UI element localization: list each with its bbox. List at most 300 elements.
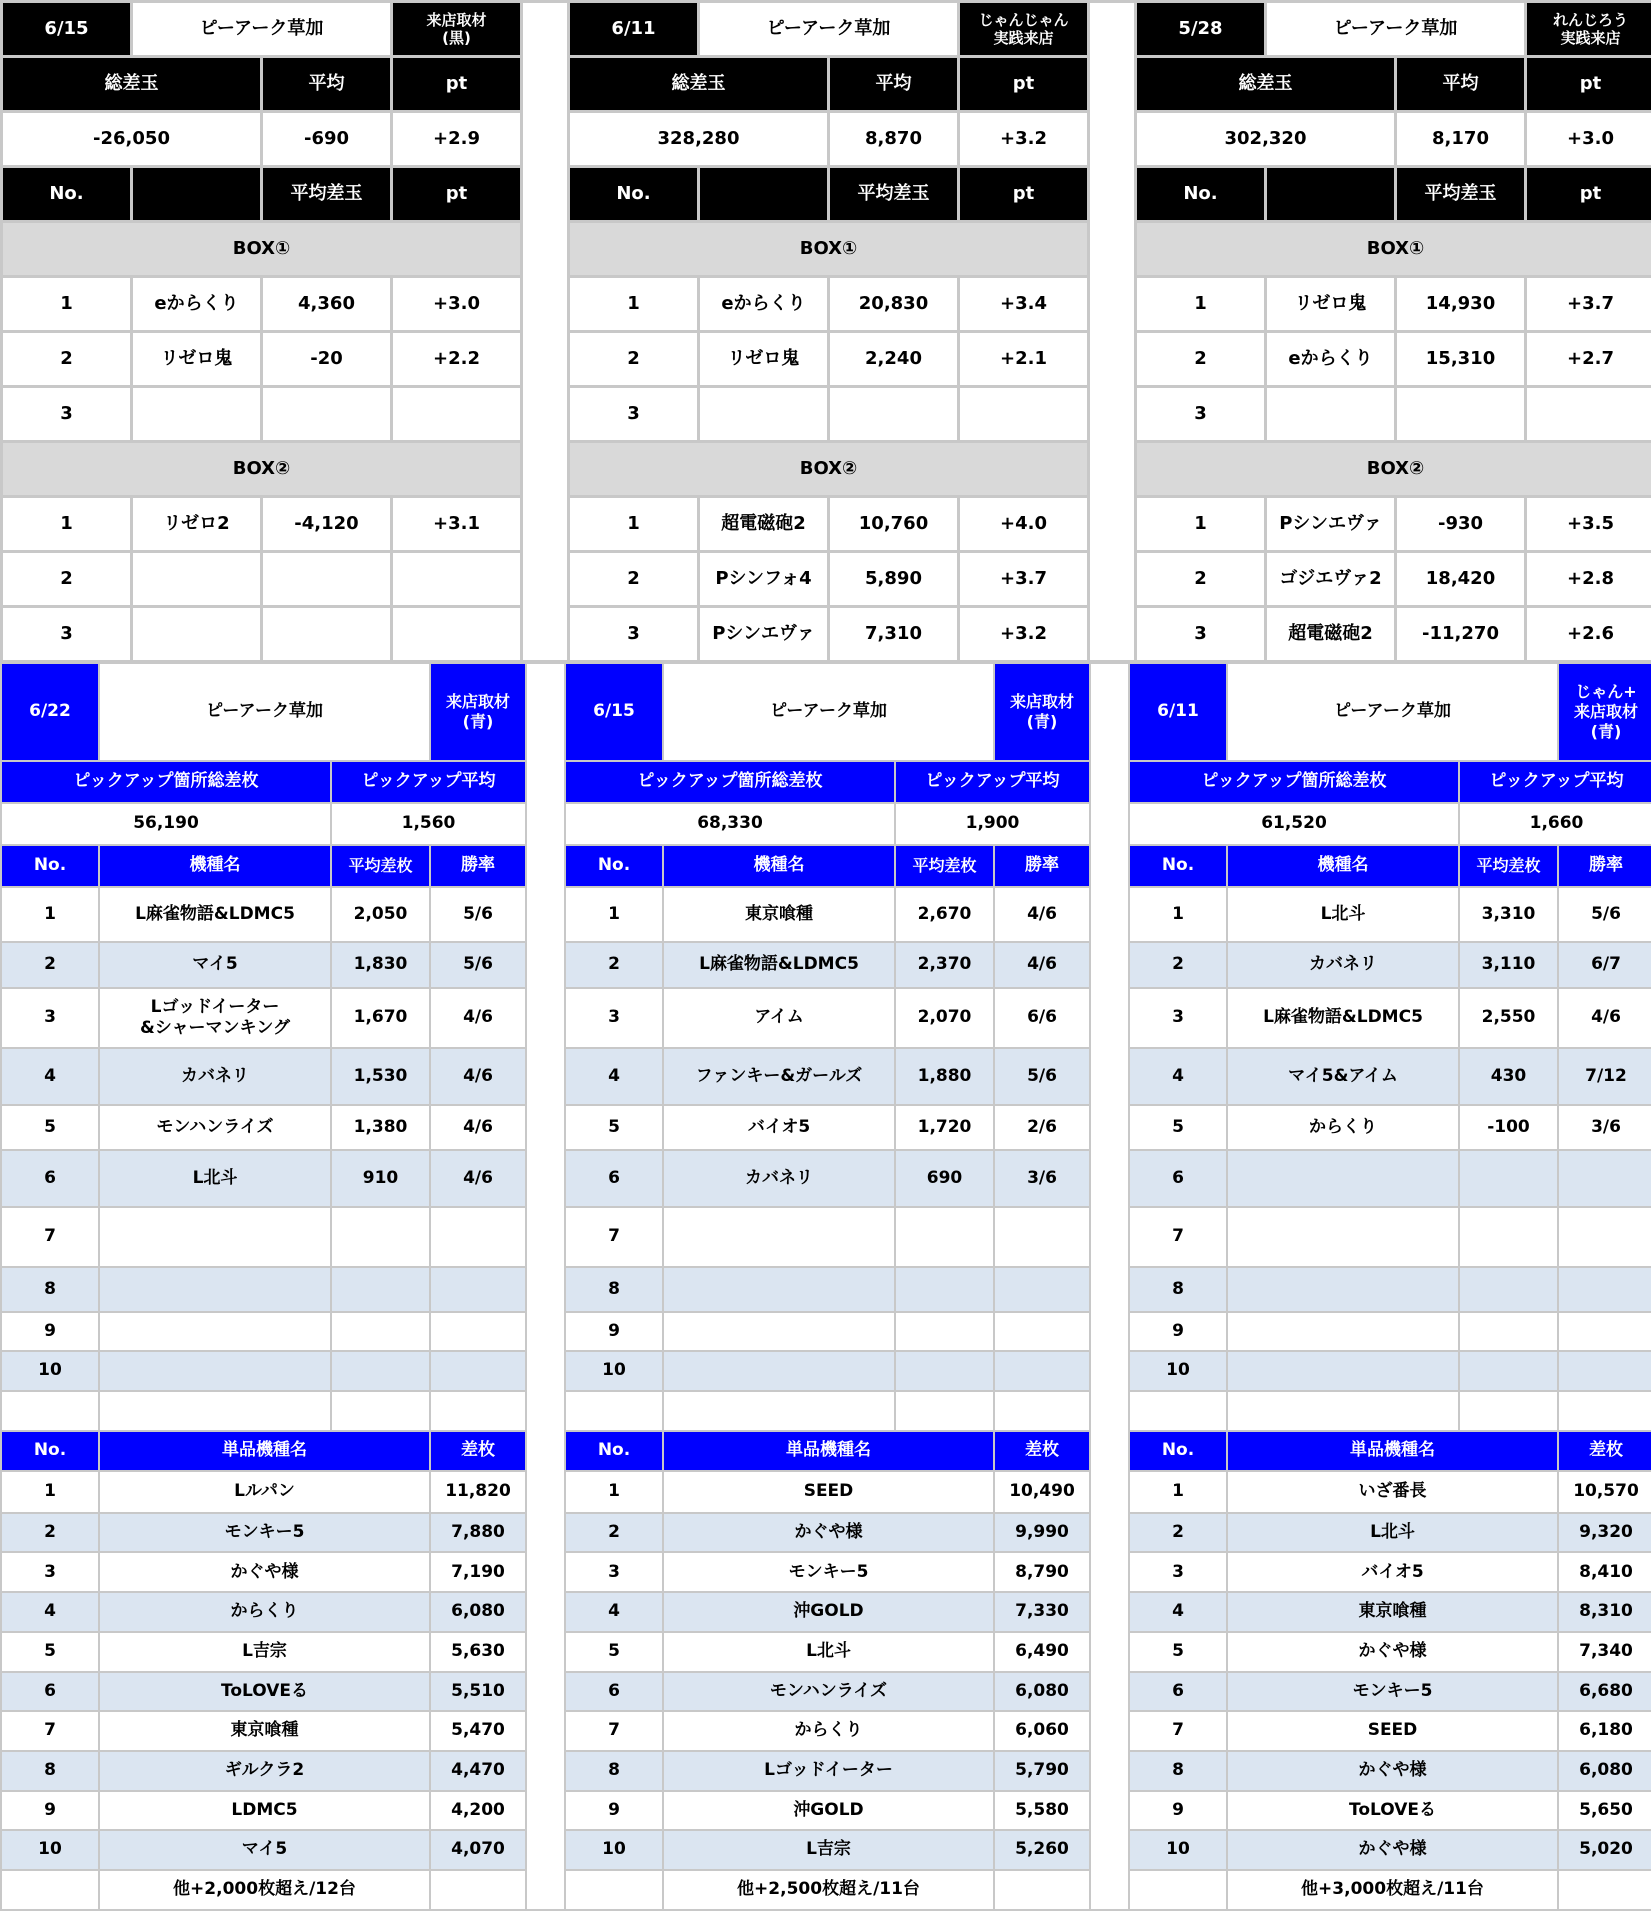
top-row [3, 553, 1651, 605]
pickup-total-value: 61,520 [1130, 804, 1458, 844]
blank-cell [431, 1392, 525, 1430]
model-name [664, 1352, 894, 1390]
model-name: アイム [664, 989, 894, 1047]
single-model-name: かぐや様 [100, 1553, 429, 1591]
diff-value: 7,340 [1559, 1633, 1651, 1671]
no-header: No. [2, 846, 98, 886]
model-name [1228, 1208, 1458, 1266]
pt-value: +2.8 [1527, 553, 1651, 605]
row-number: 2 [3, 553, 130, 605]
single-model-name: モンキー5 [664, 1553, 993, 1591]
win-rate-value: 4/6 [431, 1151, 525, 1206]
panel-gap [523, 3, 567, 660]
win-rate-value: 3/6 [995, 1151, 1089, 1206]
single-model-name: かぐや様 [1228, 1831, 1557, 1869]
machine-name: 超電磁砲2 [700, 498, 827, 550]
avg-diff-value: 1,880 [896, 1049, 993, 1104]
diff-value: 7,190 [431, 1553, 525, 1591]
diff-value: 6,080 [1559, 1752, 1651, 1790]
avg-diff-header: 平均差玉 [830, 168, 957, 220]
win-rate-value: 6/7 [1559, 943, 1651, 987]
row-number: 8 [1130, 1752, 1226, 1790]
win-rate-value [1559, 1352, 1651, 1390]
avg-diff-value: -11,270 [1397, 608, 1524, 660]
model-name: カバネリ [664, 1151, 894, 1206]
model-name: マイ5 [100, 943, 330, 987]
blank-cell [2, 1392, 98, 1430]
blank-cell [1130, 1871, 1226, 1909]
bottom-row [2, 664, 1651, 760]
avg-diff-value: 2,050 [332, 888, 429, 941]
event-tag: 来店取材 (黒) [393, 3, 520, 55]
row-number: 3 [3, 388, 130, 440]
row-number: 1 [1130, 1472, 1226, 1512]
total-header: 総差玉 [1137, 58, 1394, 110]
single-model-name: かぐや様 [1228, 1752, 1557, 1790]
avg-value: -690 [263, 113, 390, 165]
pt-value: +2.9 [393, 113, 520, 165]
win-rate-value: 7/12 [1559, 1049, 1651, 1104]
avg-diff-value: 20,830 [830, 278, 957, 330]
pickup-total-value: 68,330 [566, 804, 894, 844]
row-number: 6 [566, 1151, 662, 1206]
row-number: 9 [2, 1313, 98, 1351]
row-number: 7 [566, 1208, 662, 1266]
avg-diff-value [896, 1352, 993, 1390]
single-model-name: かぐや様 [1228, 1633, 1557, 1671]
blank-cell [1130, 1392, 1226, 1430]
model-name: バイオ5 [664, 1106, 894, 1149]
top-row [3, 333, 1651, 385]
avg-diff-value: -100 [1460, 1106, 1557, 1149]
top-row [3, 278, 1651, 330]
top-row [3, 168, 1651, 220]
pt-value: +3.2 [960, 113, 1087, 165]
avg-diff-value: 1,380 [332, 1106, 429, 1149]
win-rate-value [431, 1352, 525, 1390]
pt-value: +3.0 [1527, 113, 1651, 165]
row-number: 3 [2, 989, 98, 1047]
avg-diff-value [896, 1208, 993, 1266]
pickup-avg-value: 1,660 [1460, 804, 1651, 844]
pt-value: +2.6 [1527, 608, 1651, 660]
avg-diff-value: -4,120 [263, 498, 390, 550]
top-row [3, 443, 1651, 495]
panel-date: 6/15 [3, 3, 130, 55]
bottom-row [2, 1633, 1651, 1671]
single-model-name: モンハンライズ [664, 1673, 993, 1711]
single-model-name: L吉宗 [664, 1831, 993, 1869]
avg-diff-value [1460, 1352, 1557, 1390]
bottom-row [2, 943, 1651, 987]
model-name-header: 機種名 [100, 846, 330, 886]
row-number: 4 [2, 1593, 98, 1631]
diff-value: 8,790 [995, 1553, 1089, 1591]
win-rate-value [431, 1268, 525, 1311]
win-rate-value [1559, 1208, 1651, 1266]
single-name-header: 単品機種名 [1228, 1432, 1557, 1470]
row-number: 9 [1130, 1313, 1226, 1351]
single-model-name: 東京喰種 [100, 1712, 429, 1750]
row-number: 4 [2, 1049, 98, 1104]
avg-diff-value: 2,550 [1460, 989, 1557, 1047]
pt-value [1527, 388, 1651, 440]
model-name: からくり [1228, 1106, 1458, 1149]
row-number: 6 [2, 1151, 98, 1206]
pt-header: pt [1527, 168, 1651, 220]
win-rate-value [1559, 1268, 1651, 1311]
row-number: 6 [1130, 1673, 1226, 1711]
diff-value: 6,680 [1559, 1673, 1651, 1711]
single-model-name: L北斗 [1228, 1514, 1557, 1552]
model-name [1228, 1151, 1458, 1206]
diff-value: 5,020 [1559, 1831, 1651, 1869]
avg-diff-value: 690 [896, 1151, 993, 1206]
bottom-row [2, 1673, 1651, 1711]
avg-value: 8,870 [830, 113, 957, 165]
avg-diff-value: 430 [1460, 1049, 1557, 1104]
no-header: No. [2, 1432, 98, 1470]
machine-name: リゼロ鬼 [700, 333, 827, 385]
single-model-name: L北斗 [664, 1633, 993, 1671]
pt-value [393, 388, 520, 440]
blank-header [133, 168, 260, 220]
row-number: 4 [566, 1049, 662, 1104]
blank-cell [896, 1392, 993, 1430]
single-model-name: 沖GOLD [664, 1792, 993, 1830]
blank-cell [332, 1392, 429, 1430]
single-model-name: からくり [664, 1712, 993, 1750]
row-number: 7 [566, 1712, 662, 1750]
row-number: 2 [1130, 1514, 1226, 1552]
blank-cell [431, 1871, 525, 1909]
row-number: 6 [2, 1673, 98, 1711]
row-number: 9 [566, 1313, 662, 1351]
avg-diff-value [1460, 1268, 1557, 1311]
no-header: No. [566, 1432, 662, 1470]
row-number: 4 [1130, 1049, 1226, 1104]
bottom-row [2, 1268, 1651, 1311]
win-rate-value: 4/6 [1559, 989, 1651, 1047]
model-name-header: 機種名 [664, 846, 894, 886]
avg-diff-value: 7,310 [830, 608, 957, 660]
row-number: 5 [566, 1106, 662, 1149]
avg-diff-value: 2,070 [896, 989, 993, 1047]
single-model-name: ToLOVEる [100, 1673, 429, 1711]
avg-diff-value: -20 [263, 333, 390, 385]
row-number: 9 [566, 1792, 662, 1830]
diff-header: 差枚 [431, 1432, 525, 1470]
bottom-row [2, 1432, 1651, 1470]
footer-note: 他+3,000枚超え/11台 [1228, 1871, 1557, 1909]
win-rate-value: 5/6 [431, 943, 525, 987]
avg-diff-header: 平均差枚 [332, 846, 429, 886]
bottom-row [2, 846, 1651, 886]
no-header: No. [570, 168, 697, 220]
bottom-row [2, 1712, 1651, 1750]
row-number: 2 [3, 333, 130, 385]
single-model-name: かぐや様 [664, 1514, 993, 1552]
single-model-name: モンキー5 [100, 1514, 429, 1552]
diff-header: 差枚 [1559, 1432, 1651, 1470]
row-number: 1 [2, 1472, 98, 1512]
pt-value: +3.5 [1527, 498, 1651, 550]
model-name: L北斗 [100, 1151, 330, 1206]
row-number: 3 [1130, 1553, 1226, 1591]
box-label: BOX① [570, 223, 1087, 275]
pt-value: +2.1 [960, 333, 1087, 385]
win-rate-value: 6/6 [995, 989, 1089, 1047]
no-header: No. [1137, 168, 1264, 220]
no-header: No. [566, 846, 662, 886]
model-name [100, 1313, 330, 1351]
row-number: 1 [570, 498, 697, 550]
blank-cell [995, 1871, 1089, 1909]
diff-value: 4,200 [431, 1792, 525, 1830]
row-number: 10 [566, 1352, 662, 1390]
model-name: マイ5&アイム [1228, 1049, 1458, 1104]
row-number: 2 [570, 333, 697, 385]
avg-diff-value: 3,310 [1460, 888, 1557, 941]
row-number: 2 [1130, 943, 1226, 987]
model-name [100, 1268, 330, 1311]
diff-value: 6,490 [995, 1633, 1089, 1671]
panel-gap [1090, 3, 1134, 660]
avg-diff-value: 1,830 [332, 943, 429, 987]
win-rate-header: 勝率 [1559, 846, 1651, 886]
bottom-row [2, 1106, 1651, 1149]
bottom-row [2, 1792, 1651, 1830]
avg-diff-value: 5,890 [830, 553, 957, 605]
row-number: 7 [1130, 1208, 1226, 1266]
row-number: 8 [566, 1752, 662, 1790]
pt-value [393, 608, 520, 660]
avg-header: 平均 [1397, 58, 1524, 110]
event-tag: じゃんじゃん 実践来店 [960, 3, 1087, 55]
row-number: 10 [566, 1831, 662, 1869]
panel-gap [1091, 664, 1128, 1909]
model-name: モンハンライズ [100, 1106, 330, 1149]
diff-value: 5,790 [995, 1752, 1089, 1790]
bottom-row [2, 989, 1651, 1047]
total-header: 総差玉 [570, 58, 827, 110]
win-rate-value: 3/6 [1559, 1106, 1651, 1149]
panel-gap [527, 664, 564, 1909]
row-number: 5 [1130, 1106, 1226, 1149]
blank-cell [100, 1392, 330, 1430]
row-number: 3 [570, 608, 697, 660]
row-number: 5 [2, 1633, 98, 1671]
avg-diff-value: 1,530 [332, 1049, 429, 1104]
avg-diff-value [1460, 1151, 1557, 1206]
event-tag: れんじろう 実践来店 [1527, 3, 1651, 55]
pickup-avg-header: ピックアップ平均 [896, 762, 1089, 802]
row-number: 1 [1137, 498, 1264, 550]
single-model-name: ToLOVEる [1228, 1792, 1557, 1830]
bottom-row [2, 804, 1651, 844]
diff-value: 6,060 [995, 1712, 1089, 1750]
model-name [1228, 1313, 1458, 1351]
store-name: ピーアーク草加 [664, 664, 993, 760]
win-rate-header: 勝率 [995, 846, 1089, 886]
machine-name: eからくり [1267, 333, 1394, 385]
event-tag: じゃん+ 来店取材 (青) [1559, 664, 1651, 760]
bottom-row [2, 762, 1651, 802]
row-number: 5 [566, 1633, 662, 1671]
pickup-avg-value: 1,900 [896, 804, 1089, 844]
pt-header: pt [960, 168, 1087, 220]
row-number: 10 [2, 1352, 98, 1390]
model-name: 東京喰種 [664, 888, 894, 941]
row-number: 5 [2, 1106, 98, 1149]
diff-value: 5,580 [995, 1792, 1089, 1830]
blank-cell [1228, 1392, 1458, 1430]
single-model-name: モンキー5 [1228, 1673, 1557, 1711]
row-number: 3 [566, 989, 662, 1047]
row-number: 9 [1130, 1792, 1226, 1830]
win-rate-value: 4/6 [431, 1106, 525, 1149]
total-value: 302,320 [1137, 113, 1394, 165]
row-number: 9 [2, 1792, 98, 1830]
single-model-name: 沖GOLD [664, 1593, 993, 1631]
single-model-name: Lゴッドイーター [664, 1752, 993, 1790]
avg-diff-header: 平均差枚 [896, 846, 993, 886]
row-number: 10 [2, 1831, 98, 1869]
top-row [3, 58, 1651, 110]
model-name [100, 1208, 330, 1266]
bottom-row [2, 1553, 1651, 1591]
row-number: 5 [1130, 1633, 1226, 1671]
model-name: Lゴッドイーター &シャーマンキング [100, 989, 330, 1047]
bottom-row [2, 1352, 1651, 1390]
diff-value: 5,650 [1559, 1792, 1651, 1830]
row-number: 3 [1137, 388, 1264, 440]
pt-header: pt [960, 58, 1087, 110]
avg-diff-value: 1,670 [332, 989, 429, 1047]
machine-name [133, 608, 260, 660]
blank-cell [2, 1871, 98, 1909]
single-model-name: いざ番長 [1228, 1472, 1557, 1512]
avg-diff-value [332, 1208, 429, 1266]
pickup-avg-header: ピックアップ平均 [332, 762, 525, 802]
blank-cell [1559, 1392, 1651, 1430]
row-number: 7 [2, 1712, 98, 1750]
diff-value: 10,570 [1559, 1472, 1651, 1512]
win-rate-value: 5/6 [431, 888, 525, 941]
avg-diff-header: 平均差枚 [1460, 846, 1557, 886]
no-header: No. [1130, 1432, 1226, 1470]
single-name-header: 単品機種名 [664, 1432, 993, 1470]
pt-header: pt [393, 168, 520, 220]
row-number: 3 [566, 1553, 662, 1591]
single-name-header: 単品機種名 [100, 1432, 429, 1470]
avg-diff-header: 平均差玉 [1397, 168, 1524, 220]
machine-name: eからくり [700, 278, 827, 330]
machine-name: eからくり [133, 278, 260, 330]
row-number: 2 [566, 943, 662, 987]
pt-value: +3.7 [960, 553, 1087, 605]
avg-diff-value: 3,110 [1460, 943, 1557, 987]
avg-diff-value: 2,240 [830, 333, 957, 385]
top-row [3, 113, 1651, 165]
bottom-row [2, 1208, 1651, 1266]
row-number: 1 [1137, 278, 1264, 330]
row-number: 1 [566, 888, 662, 941]
row-number: 8 [2, 1752, 98, 1790]
single-model-name: マイ5 [100, 1831, 429, 1869]
total-value: 328,280 [570, 113, 827, 165]
model-name: カバネリ [100, 1049, 330, 1104]
event-tag: 来店取材 (青) [995, 664, 1089, 760]
avg-diff-value [1460, 1208, 1557, 1266]
row-number: 8 [566, 1268, 662, 1311]
pt-value: +3.0 [393, 278, 520, 330]
single-model-name: SEED [664, 1472, 993, 1512]
avg-diff-value [896, 1313, 993, 1351]
pt-value: +2.2 [393, 333, 520, 385]
row-number: 2 [566, 1514, 662, 1552]
win-rate-value [995, 1313, 1089, 1351]
single-model-name: LDMC5 [100, 1792, 429, 1830]
pt-value: +3.4 [960, 278, 1087, 330]
store-name: ピーアーク草加 [700, 3, 957, 55]
avg-header: 平均 [263, 58, 390, 110]
blank-cell [1460, 1392, 1557, 1430]
row-number: 1 [2, 888, 98, 941]
store-name: ピーアーク草加 [1228, 664, 1557, 760]
bottom-row [2, 1752, 1651, 1790]
avg-diff-value: 18,420 [1397, 553, 1524, 605]
diff-value: 6,180 [1559, 1712, 1651, 1750]
win-rate-value: 5/6 [995, 1049, 1089, 1104]
model-name: ファンキー&ガールズ [664, 1049, 894, 1104]
machine-name: 超電磁砲2 [1267, 608, 1394, 660]
avg-diff-value [332, 1313, 429, 1351]
avg-diff-value [332, 1268, 429, 1311]
single-model-name: 東京喰種 [1228, 1593, 1557, 1631]
diff-value: 5,260 [995, 1831, 1089, 1869]
avg-diff-value: 2,370 [896, 943, 993, 987]
bottom-row [2, 1514, 1651, 1552]
single-model-name: ギルクラ2 [100, 1752, 429, 1790]
row-number: 7 [2, 1208, 98, 1266]
model-name [1228, 1268, 1458, 1311]
row-number: 3 [1137, 608, 1264, 660]
diff-value: 7,330 [995, 1593, 1089, 1631]
diff-value: 9,320 [1559, 1514, 1651, 1552]
win-rate-value: 4/6 [995, 943, 1089, 987]
bottom-row [2, 1472, 1651, 1512]
pickup-total-value: 56,190 [2, 804, 330, 844]
box-label: BOX① [1137, 223, 1651, 275]
row-number: 8 [2, 1268, 98, 1311]
row-number: 2 [2, 943, 98, 987]
win-rate-value: 5/6 [1559, 888, 1651, 941]
model-name: L麻雀物語&LDMC5 [1228, 989, 1458, 1047]
bottom-row [2, 1831, 1651, 1869]
avg-diff-value: 1,720 [896, 1106, 993, 1149]
bottom-row [2, 1049, 1651, 1104]
avg-diff-value: 910 [332, 1151, 429, 1206]
row-number: 3 [1130, 989, 1226, 1047]
row-number: 4 [566, 1593, 662, 1631]
avg-diff-value: 15,310 [1397, 333, 1524, 385]
pickup-total-header: ピックアップ箇所総差枚 [1130, 762, 1458, 802]
bottom-row [2, 1593, 1651, 1631]
store-name: ピーアーク草加 [133, 3, 390, 55]
machine-name: リゼロ鬼 [1267, 278, 1394, 330]
pt-value: +2.7 [1527, 333, 1651, 385]
